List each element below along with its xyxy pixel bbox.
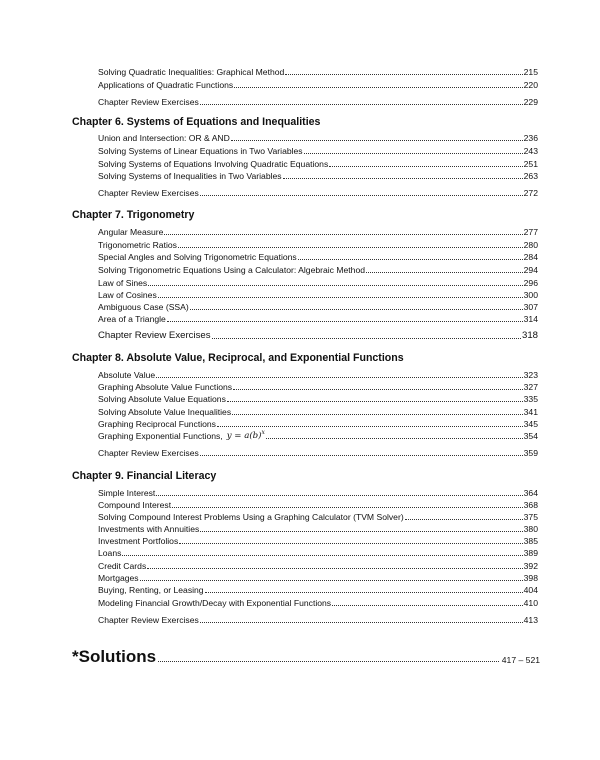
entry-title: Investments with Annuities — [98, 524, 200, 534]
entry-page: 284 — [523, 252, 538, 262]
entry-title: Solving Absolute Value Equations — [98, 394, 226, 404]
toc-entry[interactable] — [98, 447, 538, 459]
dot-leader — [147, 568, 522, 569]
dot-leader — [332, 605, 523, 606]
dot-leader — [122, 555, 522, 556]
entry-title: Solving Systems of Linear Equations in Two Variables — [98, 146, 303, 156]
entry-title: Solving Trigonometric Equations Using a Calculator: Algebraic Method — [98, 265, 366, 275]
dot-leader — [200, 622, 523, 623]
entry-page: 220 — [523, 80, 538, 90]
entry-page: 354 — [523, 431, 538, 441]
entry-title: Special Angles and Solving Trigonometric Equations — [98, 252, 297, 262]
solutions-entry[interactable] — [72, 645, 540, 667]
chapter-heading: Chapter 8. Absolute Value, Reciprocal, and Exponential Functions — [72, 352, 404, 364]
entry-page: 307 — [523, 302, 538, 312]
entry-page: 335 — [523, 394, 538, 404]
entry-title: Buying, Renting, or Leasing — [98, 585, 204, 595]
entry-title: Area of a Triangle — [98, 314, 166, 324]
toc-entry[interactable] — [98, 487, 538, 499]
entry-title: Angular Measure — [98, 227, 164, 237]
toc-entry[interactable] — [98, 132, 538, 144]
toc-entry[interactable] — [98, 301, 538, 313]
exponential-formula — [227, 427, 265, 442]
entry-title: Chapter Review Exercises — [98, 97, 199, 107]
toc-entry[interactable] — [98, 79, 538, 91]
dot-leader — [156, 495, 522, 496]
dot-leader — [200, 531, 522, 532]
toc-entry[interactable] — [98, 572, 538, 584]
entry-title: Absolute Value — [98, 370, 156, 380]
toc-entry[interactable] — [98, 614, 538, 626]
chapter-heading: Chapter 6. Systems of Equations and Inequalities — [72, 116, 321, 128]
entry-page: 314 — [523, 314, 538, 324]
entry-title: Graphing Exponential Functions, — [98, 431, 223, 441]
entry-page: 341 — [523, 407, 538, 417]
entry-page: 389 — [523, 548, 538, 558]
entry-title: Union and Intersection: OR & AND — [98, 133, 230, 143]
solutions-pages: 417 – 521 — [501, 655, 540, 665]
toc-entry[interactable] — [98, 560, 538, 572]
toc-entry[interactable] — [98, 187, 538, 199]
toc-entry[interactable] — [98, 277, 538, 289]
dot-leader — [366, 272, 523, 273]
toc-entry[interactable] — [98, 251, 538, 263]
entry-title: Ambiguous Case (SSA) — [98, 302, 189, 312]
dot-leader — [200, 104, 523, 105]
entry-page: 385 — [523, 536, 538, 546]
entry-title: Law of Cosines — [98, 290, 157, 300]
toc-entry[interactable] — [98, 381, 538, 393]
entry-page: 345 — [523, 419, 538, 429]
entry-title: Law of Sines — [98, 278, 148, 288]
dot-leader — [158, 661, 499, 662]
entry-page: 294 — [523, 265, 538, 275]
entry-page: 368 — [523, 500, 538, 510]
entry-page: 300 — [523, 290, 538, 300]
toc-entry[interactable] — [98, 289, 538, 301]
toc-entry[interactable] — [98, 584, 538, 596]
toc-entry[interactable] — [98, 239, 538, 251]
entry-title: Graphing Absolute Value Functions — [98, 382, 233, 392]
entry-title: Loans — [98, 548, 122, 558]
dot-leader — [158, 297, 523, 298]
dot-leader — [156, 377, 522, 378]
dot-leader — [178, 247, 523, 248]
entry-title: Chapter Review Exercises — [98, 448, 199, 458]
entry-page: 327 — [523, 382, 538, 392]
dot-leader — [200, 455, 523, 456]
toc-entry[interactable] — [98, 330, 538, 342]
entry-title: Applications of Quadratic Functions — [98, 80, 234, 90]
entry-page: 229 — [523, 97, 538, 107]
chapter-heading: Chapter 7. Trigonometry — [72, 209, 195, 221]
toc-entry[interactable] — [98, 597, 538, 609]
dot-leader — [233, 389, 523, 390]
entry-title: Solving Quadratic Inequalities: Graphical Method — [98, 67, 285, 77]
dot-leader — [329, 166, 522, 167]
toc-entry[interactable] — [98, 430, 538, 442]
dot-leader — [172, 507, 523, 508]
toc-entry[interactable] — [98, 313, 538, 325]
formula-exponent: x — [261, 429, 265, 437]
entry-page: 280 — [523, 240, 538, 250]
entry-title: Chapter Review Exercises — [98, 615, 199, 625]
toc-entry[interactable] — [98, 523, 538, 535]
entry-title: Trigonometric Ratios — [98, 240, 177, 250]
toc-entry[interactable] — [98, 499, 538, 511]
entry-page: 272 — [523, 188, 538, 198]
entry-title: Chapter Review Exercises — [98, 330, 211, 341]
entry-page: 404 — [523, 585, 538, 595]
toc-entry[interactable] — [98, 418, 538, 430]
entry-page: 398 — [523, 573, 538, 583]
entry-title: Credit Cards — [98, 561, 147, 571]
entry-title: Compound Interest — [98, 500, 172, 510]
dot-leader — [164, 234, 522, 235]
dot-leader — [285, 74, 522, 75]
toc-entry[interactable] — [98, 393, 538, 405]
toc-entry[interactable] — [98, 511, 538, 523]
dot-leader — [304, 153, 523, 154]
entry-title: Chapter Review Exercises — [98, 188, 199, 198]
entry-title: Solving Systems of Inequalities in Two Variables — [98, 171, 282, 181]
toc-entry[interactable] — [98, 406, 538, 418]
entry-page: 380 — [523, 524, 538, 534]
dot-leader — [227, 401, 523, 402]
dot-leader — [298, 259, 523, 260]
entry-page: 215 — [523, 67, 538, 77]
dot-leader — [234, 87, 522, 88]
solutions-title: *Solutions — [72, 647, 157, 666]
toc-entry[interactable] — [98, 369, 538, 381]
toc-entry[interactable] — [98, 158, 538, 170]
dot-leader — [212, 338, 521, 339]
dot-leader — [283, 178, 523, 179]
entry-page: 236 — [523, 133, 538, 143]
entry-title: Solving Absolute Value Inequalities — [98, 407, 232, 417]
toc-entry[interactable] — [98, 96, 538, 108]
dot-leader — [232, 414, 523, 415]
formula-base: y = a(b) — [226, 431, 262, 441]
entry-page: 392 — [523, 561, 538, 571]
entry-title: Simple Interest — [98, 488, 156, 498]
toc-entry[interactable] — [98, 170, 538, 182]
entry-page: 410 — [523, 598, 538, 608]
entry-page: 375 — [523, 512, 538, 522]
entry-page: 296 — [523, 278, 538, 288]
entry-page: 413 — [523, 615, 538, 625]
toc-entry[interactable] — [98, 66, 538, 78]
entry-title: Modeling Financial Growth/Decay with Exponential Functions — [98, 598, 332, 608]
dot-leader — [167, 321, 523, 322]
dot-leader — [266, 438, 523, 439]
toc-entry[interactable] — [98, 226, 538, 238]
entry-page: 251 — [523, 159, 538, 169]
dot-leader — [231, 140, 523, 141]
dot-leader — [140, 580, 523, 581]
toc-entry[interactable] — [98, 547, 538, 559]
entry-title: Investment Portfolios — [98, 536, 179, 546]
toc-entry[interactable] — [98, 145, 538, 157]
dot-leader — [190, 309, 523, 310]
entry-page: 364 — [523, 488, 538, 498]
dot-leader — [205, 592, 523, 593]
entry-title: Graphing Reciprocal Functions — [98, 419, 216, 429]
dot-leader — [148, 285, 522, 286]
entry-page: 263 — [523, 171, 538, 181]
dot-leader — [200, 195, 523, 196]
entry-page: 243 — [523, 146, 538, 156]
entry-page: 318 — [521, 330, 538, 341]
dot-leader — [405, 519, 523, 520]
entry-page: 277 — [523, 227, 538, 237]
toc-entry[interactable] — [98, 535, 538, 547]
entry-page: 359 — [523, 448, 538, 458]
entry-title: Mortgages — [98, 573, 139, 583]
toc-entry[interactable] — [98, 264, 538, 276]
entry-page: 323 — [523, 370, 538, 380]
dot-leader — [179, 543, 522, 544]
entry-title: Solving Systems of Equations Involving Quadratic Equations — [98, 159, 329, 169]
entry-title: Solving Compound Interest Problems Using a Graphing Calculator (TVM Solver) — [98, 512, 404, 522]
chapter-heading: Chapter 9. Financial Literacy — [72, 470, 217, 482]
